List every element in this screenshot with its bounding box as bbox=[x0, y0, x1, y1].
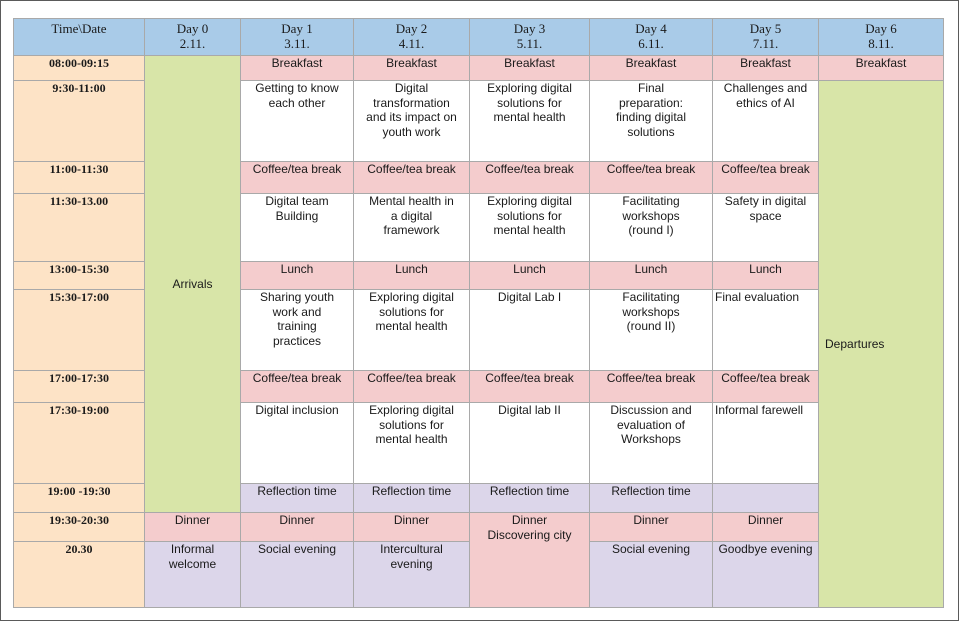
session-cell: Informal farewell bbox=[713, 403, 819, 484]
row-dinner bbox=[14, 513, 944, 542]
evening-cell: Social evening bbox=[590, 542, 713, 608]
session-cell: Final evaluation bbox=[713, 290, 819, 371]
coffee-cell: Coffee/tea break bbox=[590, 162, 713, 194]
coffee-cell: Coffee/tea break bbox=[470, 162, 590, 194]
coffee-cell: Coffee/tea break bbox=[354, 162, 470, 194]
time-cell: 20.30 bbox=[14, 542, 145, 608]
session-cell: Final preparation: finding digital solutions bbox=[590, 81, 713, 162]
dinner-cell: Dinner bbox=[241, 513, 354, 542]
breakfast-cell: Breakfast bbox=[819, 56, 944, 81]
time-cell: 08:00-09:15 bbox=[14, 56, 145, 81]
dinner-discovering-cell: Dinner Discovering city bbox=[470, 513, 590, 608]
time-cell: 17:30-19:00 bbox=[14, 403, 145, 484]
breakfast-cell: Breakfast bbox=[713, 56, 819, 81]
day-header-6: Day 6 8.11. bbox=[819, 19, 944, 56]
breakfast-cell: Breakfast bbox=[470, 56, 590, 81]
time-cell: 13:00-15:30 bbox=[14, 262, 145, 290]
evening-cell: Informal welcome bbox=[145, 542, 241, 608]
corner-header: Time\Date bbox=[14, 19, 145, 56]
time-cell: 17:00-17:30 bbox=[14, 371, 145, 403]
coffee-cell: Coffee/tea break bbox=[713, 162, 819, 194]
arrivals-cell: Arrivals bbox=[145, 56, 241, 513]
dinner-cell: Dinner bbox=[145, 513, 241, 542]
time-cell: 11:30-13.00 bbox=[14, 194, 145, 262]
coffee-cell: Coffee/tea break bbox=[241, 371, 354, 403]
reflection-cell: Reflection time bbox=[354, 484, 470, 513]
session-cell: Safety in digital space bbox=[713, 194, 819, 262]
day-header-0: Day 0 2.11. bbox=[145, 19, 241, 56]
lunch-cell: Lunch bbox=[590, 262, 713, 290]
dinner-cell: Dinner bbox=[354, 513, 470, 542]
evening-cell: Social evening bbox=[241, 542, 354, 608]
schedule-table bbox=[13, 18, 944, 608]
breakfast-cell: Breakfast bbox=[590, 56, 713, 81]
lunch-cell: Lunch bbox=[354, 262, 470, 290]
session-cell: Exploring digital solutions for mental health bbox=[354, 290, 470, 371]
time-cell: 19:00 -19:30 bbox=[14, 484, 145, 513]
coffee-cell: Coffee/tea break bbox=[241, 162, 354, 194]
time-cell: 15:30-17:00 bbox=[14, 290, 145, 371]
day-header-1: Day 1 3.11. bbox=[241, 19, 354, 56]
session-cell: Digital lab II bbox=[470, 403, 590, 484]
breakfast-cell: Breakfast bbox=[241, 56, 354, 81]
row-breakfast bbox=[14, 56, 944, 81]
reflection-cell: Reflection time bbox=[590, 484, 713, 513]
coffee-cell: Coffee/tea break bbox=[713, 371, 819, 403]
lunch-cell: Lunch bbox=[470, 262, 590, 290]
evening-cell: Goodbye evening bbox=[713, 542, 819, 608]
day-header-5: Day 5 7.11. bbox=[713, 19, 819, 56]
session-cell: Digital inclusion bbox=[241, 403, 354, 484]
day-header-3: Day 3 5.11. bbox=[470, 19, 590, 56]
time-cell: 11:00-11:30 bbox=[14, 162, 145, 194]
session-cell: Digital Lab I bbox=[470, 290, 590, 371]
time-cell: 9:30-11:00 bbox=[14, 81, 145, 162]
session-cell: Challenges and ethics of AI bbox=[713, 81, 819, 162]
coffee-cell: Coffee/tea break bbox=[470, 371, 590, 403]
coffee-cell: Coffee/tea break bbox=[354, 371, 470, 403]
session-cell: Exploring digital solutions for mental health bbox=[470, 81, 590, 162]
day-header-4: Day 4 6.11. bbox=[590, 19, 713, 56]
session-cell: Exploring digital solutions for mental health bbox=[354, 403, 470, 484]
header-row bbox=[14, 19, 944, 56]
session-cell: Sharing youth work and training practices bbox=[241, 290, 354, 371]
dinner-cell: Dinner bbox=[590, 513, 713, 542]
session-cell: Facilitating workshops (round I) bbox=[590, 194, 713, 262]
time-cell: 19:30-20:30 bbox=[14, 513, 145, 542]
departures-cell: Departures bbox=[819, 81, 944, 608]
session-cell: Mental health in a digital framework bbox=[354, 194, 470, 262]
evening-cell: Intercultural evening bbox=[354, 542, 470, 608]
session-cell: Digital team Building bbox=[241, 194, 354, 262]
session-cell: Facilitating workshops (round II) bbox=[590, 290, 713, 371]
lunch-cell: Lunch bbox=[713, 262, 819, 290]
session-cell: Exploring digital solutions for mental health bbox=[470, 194, 590, 262]
coffee-cell: Coffee/tea break bbox=[590, 371, 713, 403]
session-cell: Getting to know each other bbox=[241, 81, 354, 162]
reflection-cell: Reflection time bbox=[470, 484, 590, 513]
breakfast-cell: Breakfast bbox=[354, 56, 470, 81]
session-cell: Digital transformation and its impact on youth work bbox=[354, 81, 470, 162]
session-cell: Discussion and evaluation of Workshops bbox=[590, 403, 713, 484]
reflection-cell: Reflection time bbox=[241, 484, 354, 513]
reflection-cell-empty bbox=[713, 484, 819, 513]
dinner-cell: Dinner bbox=[713, 513, 819, 542]
lunch-cell: Lunch bbox=[241, 262, 354, 290]
day-header-2: Day 2 4.11. bbox=[354, 19, 470, 56]
